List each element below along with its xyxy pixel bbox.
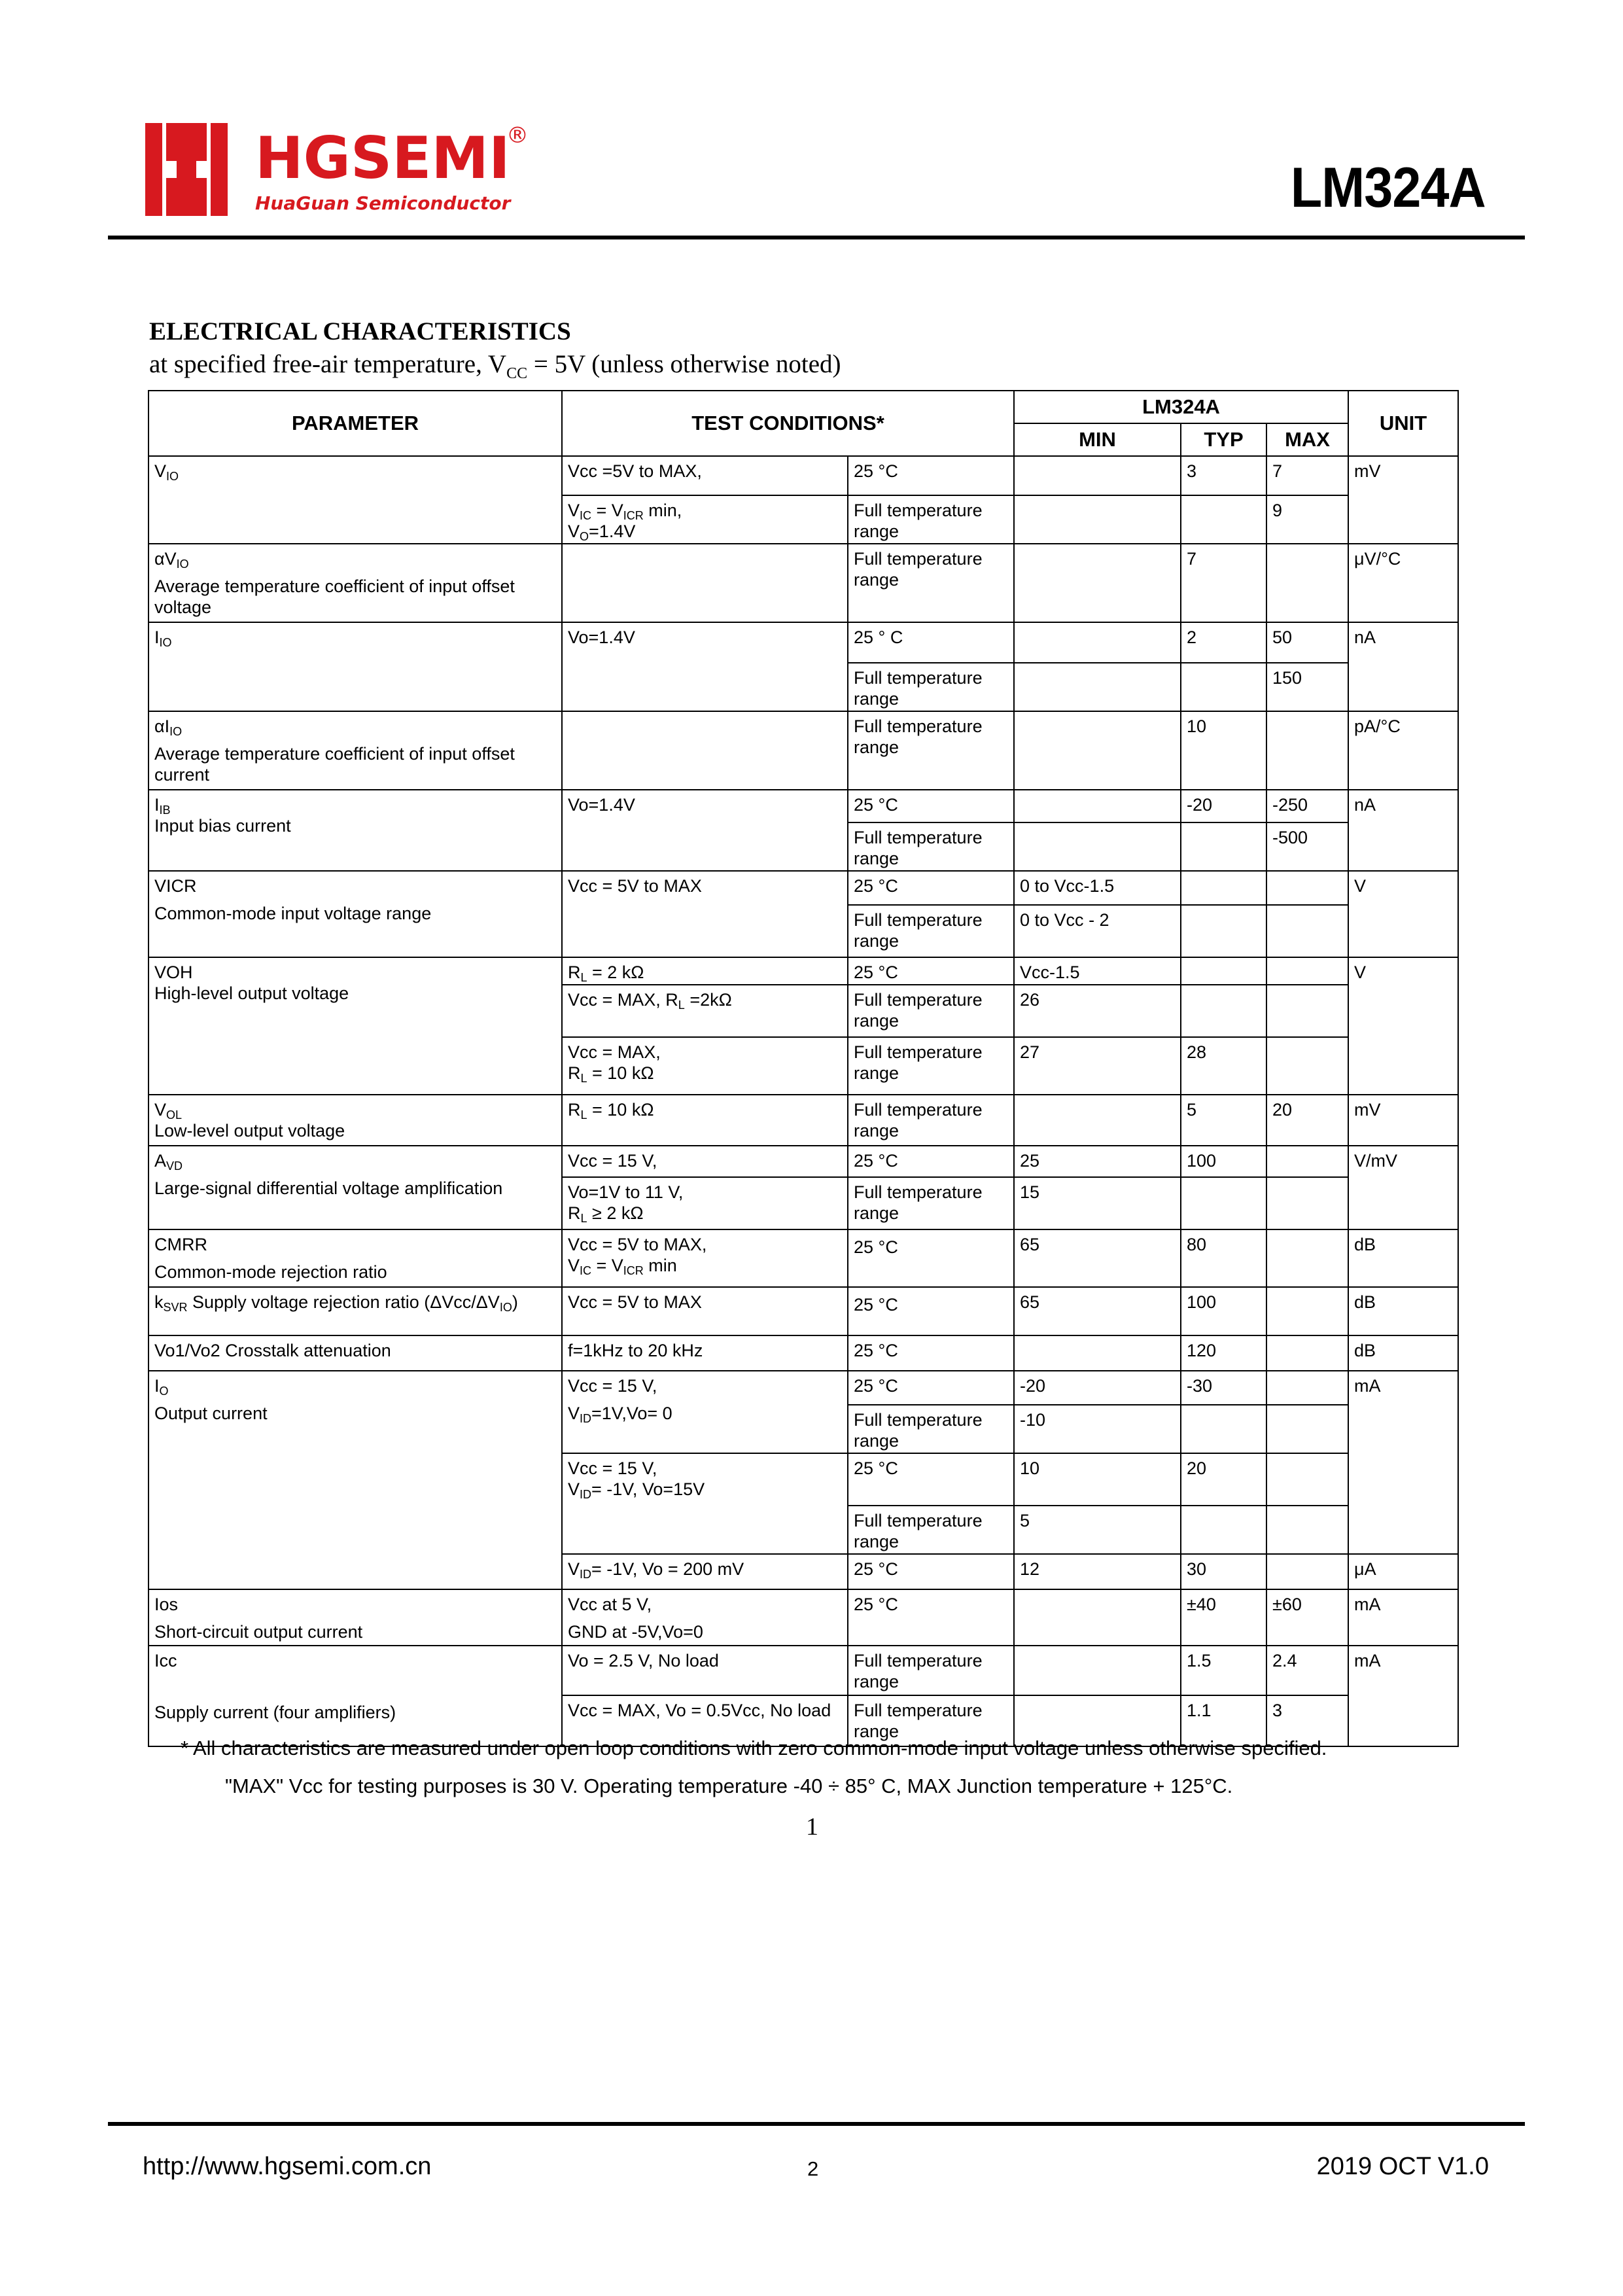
value-cell	[1266, 957, 1348, 985]
value-cell	[1181, 985, 1266, 1037]
section-subtitle: at specified free-air temperature, $V_{CC} = 5V$ (unless otherwise noted)	[149, 350, 841, 382]
temp-cell: Full temperature range	[848, 822, 1014, 871]
value-cell: 30	[1181, 1554, 1266, 1589]
value-cell: -20	[1181, 790, 1266, 822]
value-cell: 15	[1014, 1177, 1181, 1229]
registered-mark: ®	[506, 122, 529, 149]
temp-cell: 25 °C	[848, 1554, 1014, 1589]
value-cell: -250	[1266, 790, 1348, 822]
temp-cell: Full temperature range	[848, 905, 1014, 957]
value-cell: 2.4	[1266, 1646, 1348, 1695]
unit-cell: V/mV	[1348, 1146, 1458, 1229]
header-rule	[108, 236, 1525, 239]
value-cell	[1266, 1371, 1348, 1405]
table-row	[148, 622, 1458, 663]
hgsemi-logo	[145, 118, 538, 222]
param-cell: $k_{SVR}$ Supply voltage rejection ratio $(\Delta Vcc/\Delta V_{IO})$	[148, 1287, 562, 1335]
temp-cell: 25 °C	[848, 456, 1014, 495]
table-row	[148, 711, 1458, 790]
unit-cell: pA/°C	[1348, 711, 1458, 790]
value-cell	[1014, 1589, 1181, 1646]
param-cell: $I_{IB}$ Input bias current	[148, 790, 562, 871]
value-cell	[1266, 1453, 1348, 1506]
param-cell: VOH High-level output voltage	[148, 957, 562, 1095]
condition-cell: Vcc = 15 V,	[562, 1146, 848, 1177]
logo-wordmark: HGSEMI	[255, 124, 510, 192]
value-cell: -500	[1266, 822, 1348, 871]
condition-cell: Vcc = MAX, $R_L =2k\Omega$	[562, 985, 848, 1037]
param-cell: Icc	[148, 1646, 562, 1695]
param-cell: Ios Short-circuit output current	[148, 1589, 562, 1646]
table-row	[148, 1287, 1458, 1335]
header-max: MAX	[1266, 423, 1348, 456]
temp-cell: Full temperature range	[848, 1177, 1014, 1229]
table-row	[148, 544, 1458, 622]
condition-cell: Vcc = 15 V, $V_{ID}= -1V$, Vo=15V	[562, 1453, 848, 1554]
value-cell: 0 to Vcc - 2	[1014, 905, 1181, 957]
unit-cell: V	[1348, 871, 1458, 957]
value-cell: Vcc-1.5	[1014, 957, 1181, 985]
value-cell: 1.1	[1181, 1695, 1266, 1746]
value-cell: 25	[1014, 1146, 1181, 1177]
unit-cell: mA	[1348, 1371, 1458, 1554]
value-cell	[1266, 985, 1348, 1037]
unit-cell: μA	[1348, 1554, 1458, 1589]
value-cell: 20	[1181, 1453, 1266, 1506]
condition-cell: Vo = 2.5 V, No load	[562, 1646, 848, 1695]
temp-cell: 25 °C	[848, 1453, 1014, 1506]
table-row	[148, 1229, 1458, 1287]
value-cell: 7	[1181, 544, 1266, 622]
param-cell: Vo1/Vo2 Crosstalk attenuation	[148, 1335, 562, 1371]
value-cell	[1014, 822, 1181, 871]
value-cell	[1266, 711, 1348, 790]
condition-cell: Vcc = 15 V, $V_{ID}=1V,Vo= 0$	[562, 1371, 848, 1453]
value-cell: 10	[1014, 1453, 1181, 1506]
value-cell: -10	[1014, 1405, 1181, 1453]
value-cell: ±40	[1181, 1589, 1266, 1646]
document-date-version: 2019 OCT V1.0	[1316, 2153, 1489, 2180]
condition-cell: Vcc =5V to MAX,	[562, 456, 848, 495]
inner-page-number: 1	[806, 1813, 818, 1841]
param-cell: $I_O$ Output current	[148, 1371, 562, 1589]
table-row	[148, 1095, 1458, 1146]
temp-cell: Full temperature range	[848, 663, 1014, 711]
value-cell: 20	[1266, 1095, 1348, 1146]
value-cell	[1014, 1095, 1181, 1146]
table-row	[148, 456, 1458, 495]
unit-cell: mA	[1348, 1589, 1458, 1646]
temp-cell: Full temperature range	[848, 1405, 1014, 1453]
value-cell: 50	[1266, 622, 1348, 663]
value-cell	[1266, 1506, 1348, 1554]
value-cell	[1266, 1287, 1348, 1335]
param-cell: VICR Common-mode input voltage range	[148, 871, 562, 957]
param-cell: $V_{IO}$	[148, 456, 562, 544]
value-cell	[1014, 1646, 1181, 1695]
condition-cell	[562, 544, 848, 622]
value-cell: 0 to Vcc-1.5	[1014, 871, 1181, 905]
condition-cell: Vcc = 5V to MAX	[562, 871, 848, 957]
value-cell	[1014, 544, 1181, 622]
temp-cell: 25 °C	[848, 1589, 1014, 1646]
temp-cell: 25 ° C	[848, 622, 1014, 663]
value-cell: 100	[1181, 1287, 1266, 1335]
unit-cell: μV/°C	[1348, 544, 1458, 622]
value-cell	[1014, 456, 1181, 495]
temp-cell: 25 °C	[848, 1146, 1014, 1177]
value-cell: 27	[1014, 1037, 1181, 1095]
value-cell: ±60	[1266, 1589, 1348, 1646]
value-cell	[1014, 1335, 1181, 1371]
value-cell: 10	[1181, 711, 1266, 790]
condition-cell: f=1kHz to 20 kHz	[562, 1335, 848, 1371]
value-cell: 120	[1181, 1335, 1266, 1371]
condition-cell: $V_{IC} = V_{ICR}$ min, $V_O=1.4V$	[562, 495, 848, 544]
condition-cell: Vo=1.4V	[562, 622, 848, 711]
header-typ: TYP	[1181, 423, 1266, 456]
condition-cell: Vcc at 5 V, GND at -5V,Vo=0	[562, 1589, 848, 1646]
param-cell: $A_{VD}$ Large-signal differential voltage amplification	[148, 1146, 562, 1229]
table-row	[148, 1646, 1458, 1695]
temp-cell: 25 °C	[848, 871, 1014, 905]
value-cell	[1266, 1037, 1348, 1095]
footer-rule	[108, 2122, 1525, 2126]
value-cell	[1266, 1146, 1348, 1177]
temp-cell: Full temperature range	[848, 1695, 1014, 1746]
value-cell: 26	[1014, 985, 1181, 1037]
value-cell: 150	[1266, 663, 1348, 711]
value-cell: -30	[1181, 1371, 1266, 1405]
condition-cell: Vo=1.4V	[562, 790, 848, 871]
value-cell: 12	[1014, 1554, 1181, 1589]
table-row	[148, 1146, 1458, 1177]
header-unit: UNIT	[1348, 391, 1458, 456]
table-row	[148, 1335, 1458, 1371]
temp-cell: Full temperature range	[848, 544, 1014, 622]
value-cell: 65	[1014, 1287, 1181, 1335]
value-cell: 28	[1181, 1037, 1266, 1095]
temp-cell: 25 °C	[848, 1287, 1014, 1335]
value-cell	[1266, 1229, 1348, 1287]
temp-cell: Full temperature range	[848, 711, 1014, 790]
table-row	[148, 1371, 1458, 1405]
value-cell: 80	[1181, 1229, 1266, 1287]
unit-cell: V	[1348, 957, 1458, 1095]
value-cell	[1181, 1177, 1266, 1229]
value-cell	[1181, 871, 1266, 905]
temp-cell: Full temperature range	[848, 985, 1014, 1037]
header-test-conditions: TEST CONDITIONS*	[562, 391, 1014, 456]
condition-cell: $R_L = 2$ kΩ	[562, 957, 848, 985]
part-number: LM324A	[1291, 156, 1486, 219]
condition-cell: Vcc = MAX, Vo = 0.5Vcc, No load	[562, 1695, 848, 1746]
website-url[interactable]: http://www.hgsemi.com.cn	[143, 2153, 432, 2180]
unit-cell: mA	[1348, 1646, 1458, 1746]
electrical-characteristics-table	[148, 390, 1459, 1747]
logo-tagline: HuaGuan Semiconductor	[255, 192, 511, 214]
table-row	[148, 790, 1458, 822]
header-min: MIN	[1014, 423, 1181, 456]
param-cell: $I_{IO}$	[148, 622, 562, 711]
value-cell	[1266, 905, 1348, 957]
section-title: ELECTRICAL CHARACTERISTICS	[149, 317, 571, 345]
table-row	[148, 1589, 1458, 1646]
condition-cell: $V_{ID}= -1V$, Vo = 200 mV	[562, 1554, 848, 1589]
unit-cell: mV	[1348, 1095, 1458, 1146]
value-cell: 100	[1181, 1146, 1266, 1177]
temp-cell: 25 °C	[848, 1335, 1014, 1371]
unit-cell: mV	[1348, 456, 1458, 544]
param-cell: CMRR Common-mode rejection ratio	[148, 1229, 562, 1287]
value-cell: 5	[1181, 1095, 1266, 1146]
temp-cell: 25 °C	[848, 790, 1014, 822]
value-cell	[1266, 1177, 1348, 1229]
value-cell: 5	[1014, 1506, 1181, 1554]
value-cell: 65	[1014, 1229, 1181, 1287]
value-cell	[1266, 544, 1348, 622]
table-row	[148, 871, 1458, 905]
page-number: 2	[807, 2157, 819, 2180]
value-cell	[1181, 1506, 1266, 1554]
value-cell	[1181, 957, 1266, 985]
header-lm324a: LM324A	[1014, 391, 1348, 423]
unit-cell: nA	[1348, 790, 1458, 871]
condition-cell: Vcc = MAX, $R_L = 10$ kΩ	[562, 1037, 848, 1095]
unit-cell: dB	[1348, 1335, 1458, 1371]
param-cell: $\alpha V_{IO}$ Average temperature coefficient of input offset voltage	[148, 544, 562, 622]
value-cell	[1014, 663, 1181, 711]
value-cell	[1266, 1405, 1348, 1453]
value-cell	[1014, 622, 1181, 663]
value-cell	[1266, 1554, 1348, 1589]
value-cell	[1266, 871, 1348, 905]
value-cell	[1181, 1405, 1266, 1453]
condition-cell: $R_L = 10$ kΩ	[562, 1095, 848, 1146]
value-cell	[1181, 495, 1266, 544]
temp-cell: Full temperature range	[848, 495, 1014, 544]
value-cell	[1181, 905, 1266, 957]
unit-cell: dB	[1348, 1229, 1458, 1287]
value-cell	[1014, 495, 1181, 544]
condition-cell: Vcc = 5V to MAX	[562, 1287, 848, 1335]
temp-cell: Full temperature range	[848, 1506, 1014, 1554]
value-cell: -20	[1014, 1371, 1181, 1405]
value-cell: 3	[1181, 456, 1266, 495]
temp-cell: 25 °C	[848, 1229, 1014, 1287]
footnote-conditions: * All characteristics are measured under open loop conditions with zero common-mode input voltage unless otherwise specified.	[181, 1737, 1327, 1759]
condition-cell: Vcc = 5V to MAX, $V_{IC} = V_{ICR}$ min	[562, 1229, 848, 1287]
unit-cell: nA	[1348, 622, 1458, 711]
value-cell	[1014, 790, 1181, 822]
footnote-max-vcc: "MAX" Vcc for testing purposes is 30 V. Operating temperature -40 ÷ 85° C, MAX Junction temperature + 125°C.	[225, 1775, 1233, 1797]
value-cell	[1181, 663, 1266, 711]
value-cell: 1.5	[1181, 1646, 1266, 1695]
header-parameter: PARAMETER	[148, 391, 562, 456]
param-cell: $\alpha I_{IO}$ Average temperature coefficient of input offset current	[148, 711, 562, 790]
condition-cell: Vo=1V to 11 V, $R_L \ge 2$ kΩ	[562, 1177, 848, 1229]
unit-cell: dB	[1348, 1287, 1458, 1335]
table-row	[148, 957, 1458, 985]
value-cell	[1181, 822, 1266, 871]
temp-cell: Full temperature range	[848, 1095, 1014, 1146]
condition-cell	[562, 711, 848, 790]
temp-cell: 25 °C	[848, 1371, 1014, 1405]
temp-cell: Full temperature range	[848, 1646, 1014, 1695]
temp-cell: Full temperature range	[848, 1037, 1014, 1095]
value-cell: 9	[1266, 495, 1348, 544]
value-cell: 3	[1266, 1695, 1348, 1746]
value-cell: 7	[1266, 456, 1348, 495]
param-cell: Supply current (four amplifiers)	[148, 1695, 562, 1746]
value-cell	[1014, 711, 1181, 790]
param-cell: $V_{OL}$ Low-level output voltage	[148, 1095, 562, 1146]
value-cell: 2	[1181, 622, 1266, 663]
temp-cell: 25 °C	[848, 957, 1014, 985]
value-cell	[1266, 1335, 1348, 1371]
